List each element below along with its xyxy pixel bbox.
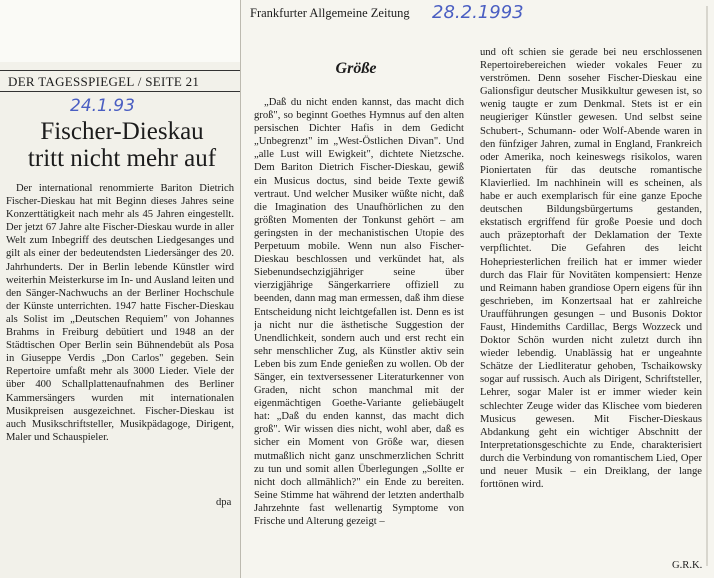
article-paragraph: „Daß du nicht enden kannst, das macht dich groß", so beginnt Goethes Hymnus auf den alten persischen Dichter Hafis in dem Gedicht „Unbegrenzt" im „West-Östlichen Divan". Und „alle Lust will Ewigkeit", dichtete Nietzsche. Dem Bariton Dietrich Fischer-Dieskau, gewiß ein Musicus doctus, sind beide Texte gewiß vertraut. Und welcher Musiker wüßte nicht, daß die Imagination des Unaufhörlichen zu den größten Momenten der Tonkunst gehört – am geringsten in der mechanistischen Utopie des Perpetuum mobile. Wenn nun also Fischer-Dieskau beschlossen und verkündet hat, als Siebenundsechzigjähriger seine über vierzigjährige Sängerkarriere offiziell zu beenden, dann mag man ermessen, daß ihm diese Entscheidung nicht leichtgefallen ist. Denn es ist ja nicht nur die ästhetische Suggestion der Unendlichkeit, sondern auch und erst recht ein sehr menschlicher Zug, als Künstler aktiv sein Leben bis zum Ende genießen zu wollen. Ob der Sänger, ein textversessener Literaturkenner von Graden, nicht schon manchmal mit der eigenmächtigen Goethe-Variante geliebäugelt hat: „Daß du enden kannst, das macht dich groß". Wir wissen dies nicht, wohl aber, daß es sicher ein Moment von Größe war, diesen mutmaßlich nicht ganz unschmerzlichen Schritt zu tun und somit allen Überlegungen „Sollte er nicht doch allmählich?" ein Ende zu bereiten. Seine Stimme hat während der letzten anderthalb Jahrzehnte fast wellenartig Symptome von Frische und Alterung gezeigt –	[254, 97, 464, 527]
faz-newspaper-name: Frankfurter Allgemeine Zeitung	[250, 6, 410, 20]
article-paragraph: und oft schien sie gerade bei neu erschlossenen Repertoirebereichen wieder vokales Feuer zu verströmen. Denn soseher Fischer-Dieskau eine Galionsfigur deutscher Musikkultur gewesen ist, so wenig taugte er zum Denkmal. Stets ist er ein neugieriger Künstler gewesen. Und selbst seine Schubert-, Schumann- oder Wolf-Abende waren in den fünfziger Jahren, zumal in England, Frankreich oder Amerika, noch keineswegs risikolos, waren Pioniertaten für das deutsche romantische Klavierlied. Im nachhinein will es scheinen, als habe er auch exemplarisch für eine ganze Epoche deutschen Bildungsbürgertums gestanden, ekstatisch ergriffend für große Poesie und doch auch präzeptorhaft der Deklamation der Texte verpflichtet. Die Gefahren des leicht Hohepriesterlichen freilich hat er immer wieder durch das Flair für Novitäten kompensiert: Henze und Reimann haben grandiose Opern eigens für ihn geschrieben, im Konzertsaal hat er zahlreiche Uraufführungen gesungen – und Busonis Doktor Faust, Hindemiths Cardillac, Bergs Wozzeck und Doktor Schön wurden nicht zuletzt durch ihn wieder lebendig. Unablässig hat er ungeahnte Schätze der Liedliteratur gehoben, Tschaikowsky sogar auf russisch. Auch als Dirigent, Schriftsteller, Lehrer, sogar Maler ist er immer wieder kein schlechter Zeuge wider das Klischee vom biederen Musicus gewesen. Mit Fischer-Dieskaus Abdankung geht ein wichtiger Abschnitt der Interpretationsgeschichte zu Ende, charakterisiert durch die Verbindung von romantischem Lied, Oper und neuer Musik – ein Dreiklang, der lange forttönen wird.	[480, 47, 702, 491]
header-rule-bottom	[0, 91, 240, 92]
headline-line-2: tritt nicht mehr auf	[27, 145, 217, 172]
headline-line-1: Fischer-Dieskau	[40, 118, 204, 145]
article-paragraph: Der international renommierte Bariton Dietrich Fischer-Dieskau hat mit Beginn dieses Jahres seine Konzerttätigkeit nach mehr als 45 Jahren eingestellt. Der jetzt 67 Jahre alte Fischer-Dieskau wurde in aller Welt zum Inbegriff des deutschen Liedgesanges und gilt als einer der bedeutendsten Liedersänger des 20. Jahrhunderts. Der in Berlin lebende Künstler wird weiterhin Meisterkurse im In- und Ausland leiten und den Sänger-Nachwuchs an der Berliner Hochschule der Künste unterrichten. 1947 hatte Fischer-Dieskau als Solist im „Deutschen Requiem" von Johannes Brahms in Freiburg debütiert und 1948 an der Städtischen Oper Berlin sein Bühnendebüt als Posa in Giuseppe Verdis „Don Carlos" gegeben. Sein Repertoire umfaßt mehr als 3000 Lieder. Viele der über 400 Schallplattenaufnahmen des Berliner Kammersängers wurden mit internationalen Musikpreisen ausgezeichnet. Fischer-Dieskau ist auch Musikschriftsteller, Musikpädagoge, Dirigent, Maler und Schauspieler.	[6, 183, 234, 443]
clipping-divider	[240, 0, 241, 578]
faz-column-2	[480, 46, 702, 558]
faz-article-title: Größe	[335, 60, 377, 77]
news-agency-credit: dpa	[216, 497, 232, 508]
faz-column-1	[254, 96, 464, 574]
tagesspiegel-article-body	[6, 182, 234, 496]
page-edge	[706, 6, 708, 566]
handwritten-date-right: 28.2.1993	[432, 2, 524, 23]
article-headline	[6, 118, 238, 172]
tagesspiegel-header: DER TAGESSPIEGEL / SEITE 21	[8, 74, 200, 89]
handwritten-date-left: 24.1.93	[70, 96, 135, 116]
header-rule-top	[0, 70, 240, 71]
author-signature: G.R.K.	[672, 560, 703, 571]
